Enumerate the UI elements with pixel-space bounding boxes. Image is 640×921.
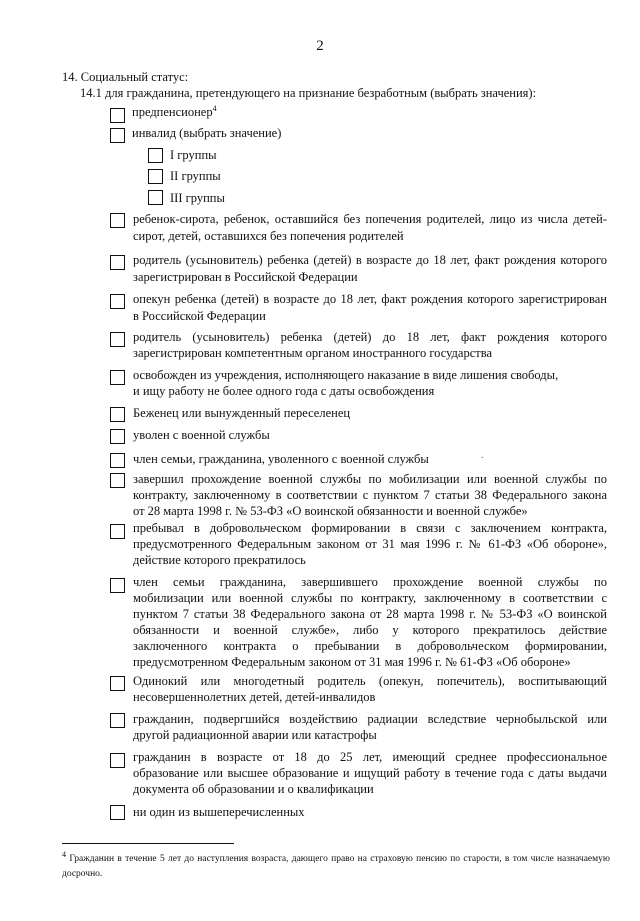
option-disabled: инвалид (выбрать значение) [132, 126, 282, 140]
option-discharged: уволен с военной службы [133, 428, 270, 442]
option-released-line1: освобожден из учреждения, исполняющего наказание в виде лишения свободы, [133, 368, 559, 382]
option-orphan-line2: сирот, детей, оставшихся без попечения родителей [133, 229, 404, 243]
checkbox-family-completed-service[interactable] [110, 578, 125, 593]
checkbox-orphan[interactable] [110, 213, 125, 228]
option-radiation-line1: гражданин, подвергшийся воздействию радиации вследствие чернобыльской или [133, 712, 607, 726]
option-completed-service-line2: контракту, заключенному в соответствии с пунктом 7 статьи 38 Федерального закона [133, 488, 607, 502]
option-parent-line2: зарегистрирован в Российской Федерации [133, 270, 358, 284]
checkbox-released[interactable] [110, 370, 125, 385]
option-group-3: III группы [170, 191, 225, 205]
option-parent-line1: родитель (усыновитель) ребенка (детей) в возрасте до 18 лет, факт рождения которого [133, 253, 607, 267]
stray-mark: . [481, 450, 484, 461]
option-volunteer-line3: действие которого прекратилось [133, 553, 306, 567]
option-refugee: Беженец или вынужденный переселенец [133, 406, 351, 420]
option-young-graduate-line3: документа об образовании и о квалификации [133, 782, 374, 796]
footnote: $^4$ Гражданин в течение 5 лет до наступления возраста, дающего право на страховую пенсию по старости, в том числе назначаемую досрочно. [62, 849, 611, 879]
checkbox-group-2[interactable] [148, 169, 163, 184]
checkbox-single-parent[interactable] [110, 676, 125, 691]
option-completed-service-line3: от 28 марта 1998 г. № 53-ФЗ «О воинской обязанности и военной службе» [133, 504, 528, 518]
option-family-service-line1: член семьи гражданина, завершившего прохождение военной службы по [133, 575, 607, 589]
checkbox-pre-pensioner[interactable] [110, 108, 125, 123]
option-radiation-line2: другой радиационной аварии или катастрофы [133, 728, 377, 742]
option-guardian-line2: в Российской Федерации [133, 309, 266, 323]
subsection-title: 14.1 для гражданина, претендующего на признание безработным (выбрать значения): [80, 86, 537, 100]
option-family-service-line4: обязанности и военной службе», либо у которого прекратилось действие [133, 623, 607, 637]
option-volunteer-line1: пребывал в добровольческом формировании в связи с заключением контракта, [133, 521, 607, 535]
checkbox-guardian[interactable] [110, 294, 125, 309]
option-parent-foreign-line2: зарегистрирован компетентным органом иностранного государства [133, 346, 492, 360]
option-family-service-line2: мобилизации или военной службы по контракту, заключенному в соответствии с [133, 591, 607, 605]
section-title: 14. Социальный статус: [62, 70, 189, 84]
option-young-graduate-line2: образование или высшее образование и ищущий работу в течение года с даты выдачи [133, 766, 607, 780]
option-family-service-line5: заключенного контракта о пребывании в добровольческом формировании, [133, 639, 607, 653]
option-group-2: II группы [170, 169, 221, 183]
option-young-graduate-line1: гражданин в возрасте от 18 до 25 лет, имеющий среднее профессиональное [133, 750, 607, 764]
checkbox-none[interactable] [110, 805, 125, 820]
option-family-service-line3: пунктом 7 статьи 38 Федерального закона от 28 марта 1998 г. № 53-ФЗ «О воинской [133, 607, 607, 621]
checkbox-family-discharged[interactable] [110, 453, 125, 468]
checkbox-volunteer[interactable] [110, 524, 125, 539]
option-single-parent-line2: несовершеннолетних детей, детей-инвалидов [133, 690, 376, 704]
checkbox-parent-foreign[interactable] [110, 332, 125, 347]
checkbox-refugee[interactable] [110, 407, 125, 422]
option-group-1: I группы [170, 148, 217, 162]
option-volunteer-line2: предусмотренного Федеральным законом от 31 мая 1996 г. № 61-ФЗ «Об обороне», [133, 537, 607, 551]
option-parent-foreign-line1: родитель (усыновитель) ребенка (детей) до 18 лет, факт рождения которого [133, 330, 607, 344]
page-number: 2 [316, 38, 324, 54]
option-completed-service-line1: завершил прохождение военной службы по мобилизации или военной службы по [133, 472, 607, 486]
checkbox-young-graduate[interactable] [110, 753, 125, 768]
option-family-service-line6: предусмотренном Федеральным законом от 31 мая 1996 г. № 61-ФЗ «Об обороне» [133, 655, 571, 669]
option-pre-pensioner: предпенсионер$^4$ [132, 103, 217, 119]
option-family-discharged: член семьи, гражданина, уволенного с военной службы [133, 452, 429, 466]
option-none: ни один из вышеперечисленных [133, 805, 305, 819]
checkbox-group-1[interactable] [148, 148, 163, 163]
checkbox-group-3[interactable] [148, 190, 163, 205]
option-guardian-line1: опекун ребенка (детей) в возрасте до 18 лет, факт рождения которого зарегистрирован [133, 292, 607, 306]
checkbox-completed-service[interactable] [110, 473, 125, 488]
checkbox-disabled[interactable] [110, 128, 125, 143]
checkbox-discharged[interactable] [110, 429, 125, 444]
checkbox-radiation[interactable] [110, 713, 125, 728]
option-single-parent-line1: Одинокий или многодетный родитель (опекун, попечитель), воспитывающий [133, 674, 607, 688]
checkbox-parent-child-under-18[interactable] [110, 255, 125, 270]
option-released-line2: и ищу работу не более одного года с даты освобождения [133, 384, 435, 398]
footnote-divider [62, 843, 234, 844]
option-orphan-line1: ребенок-сирота, ребенок, оставшийся без попечения родителей, лицо из числа детей- [133, 212, 607, 226]
